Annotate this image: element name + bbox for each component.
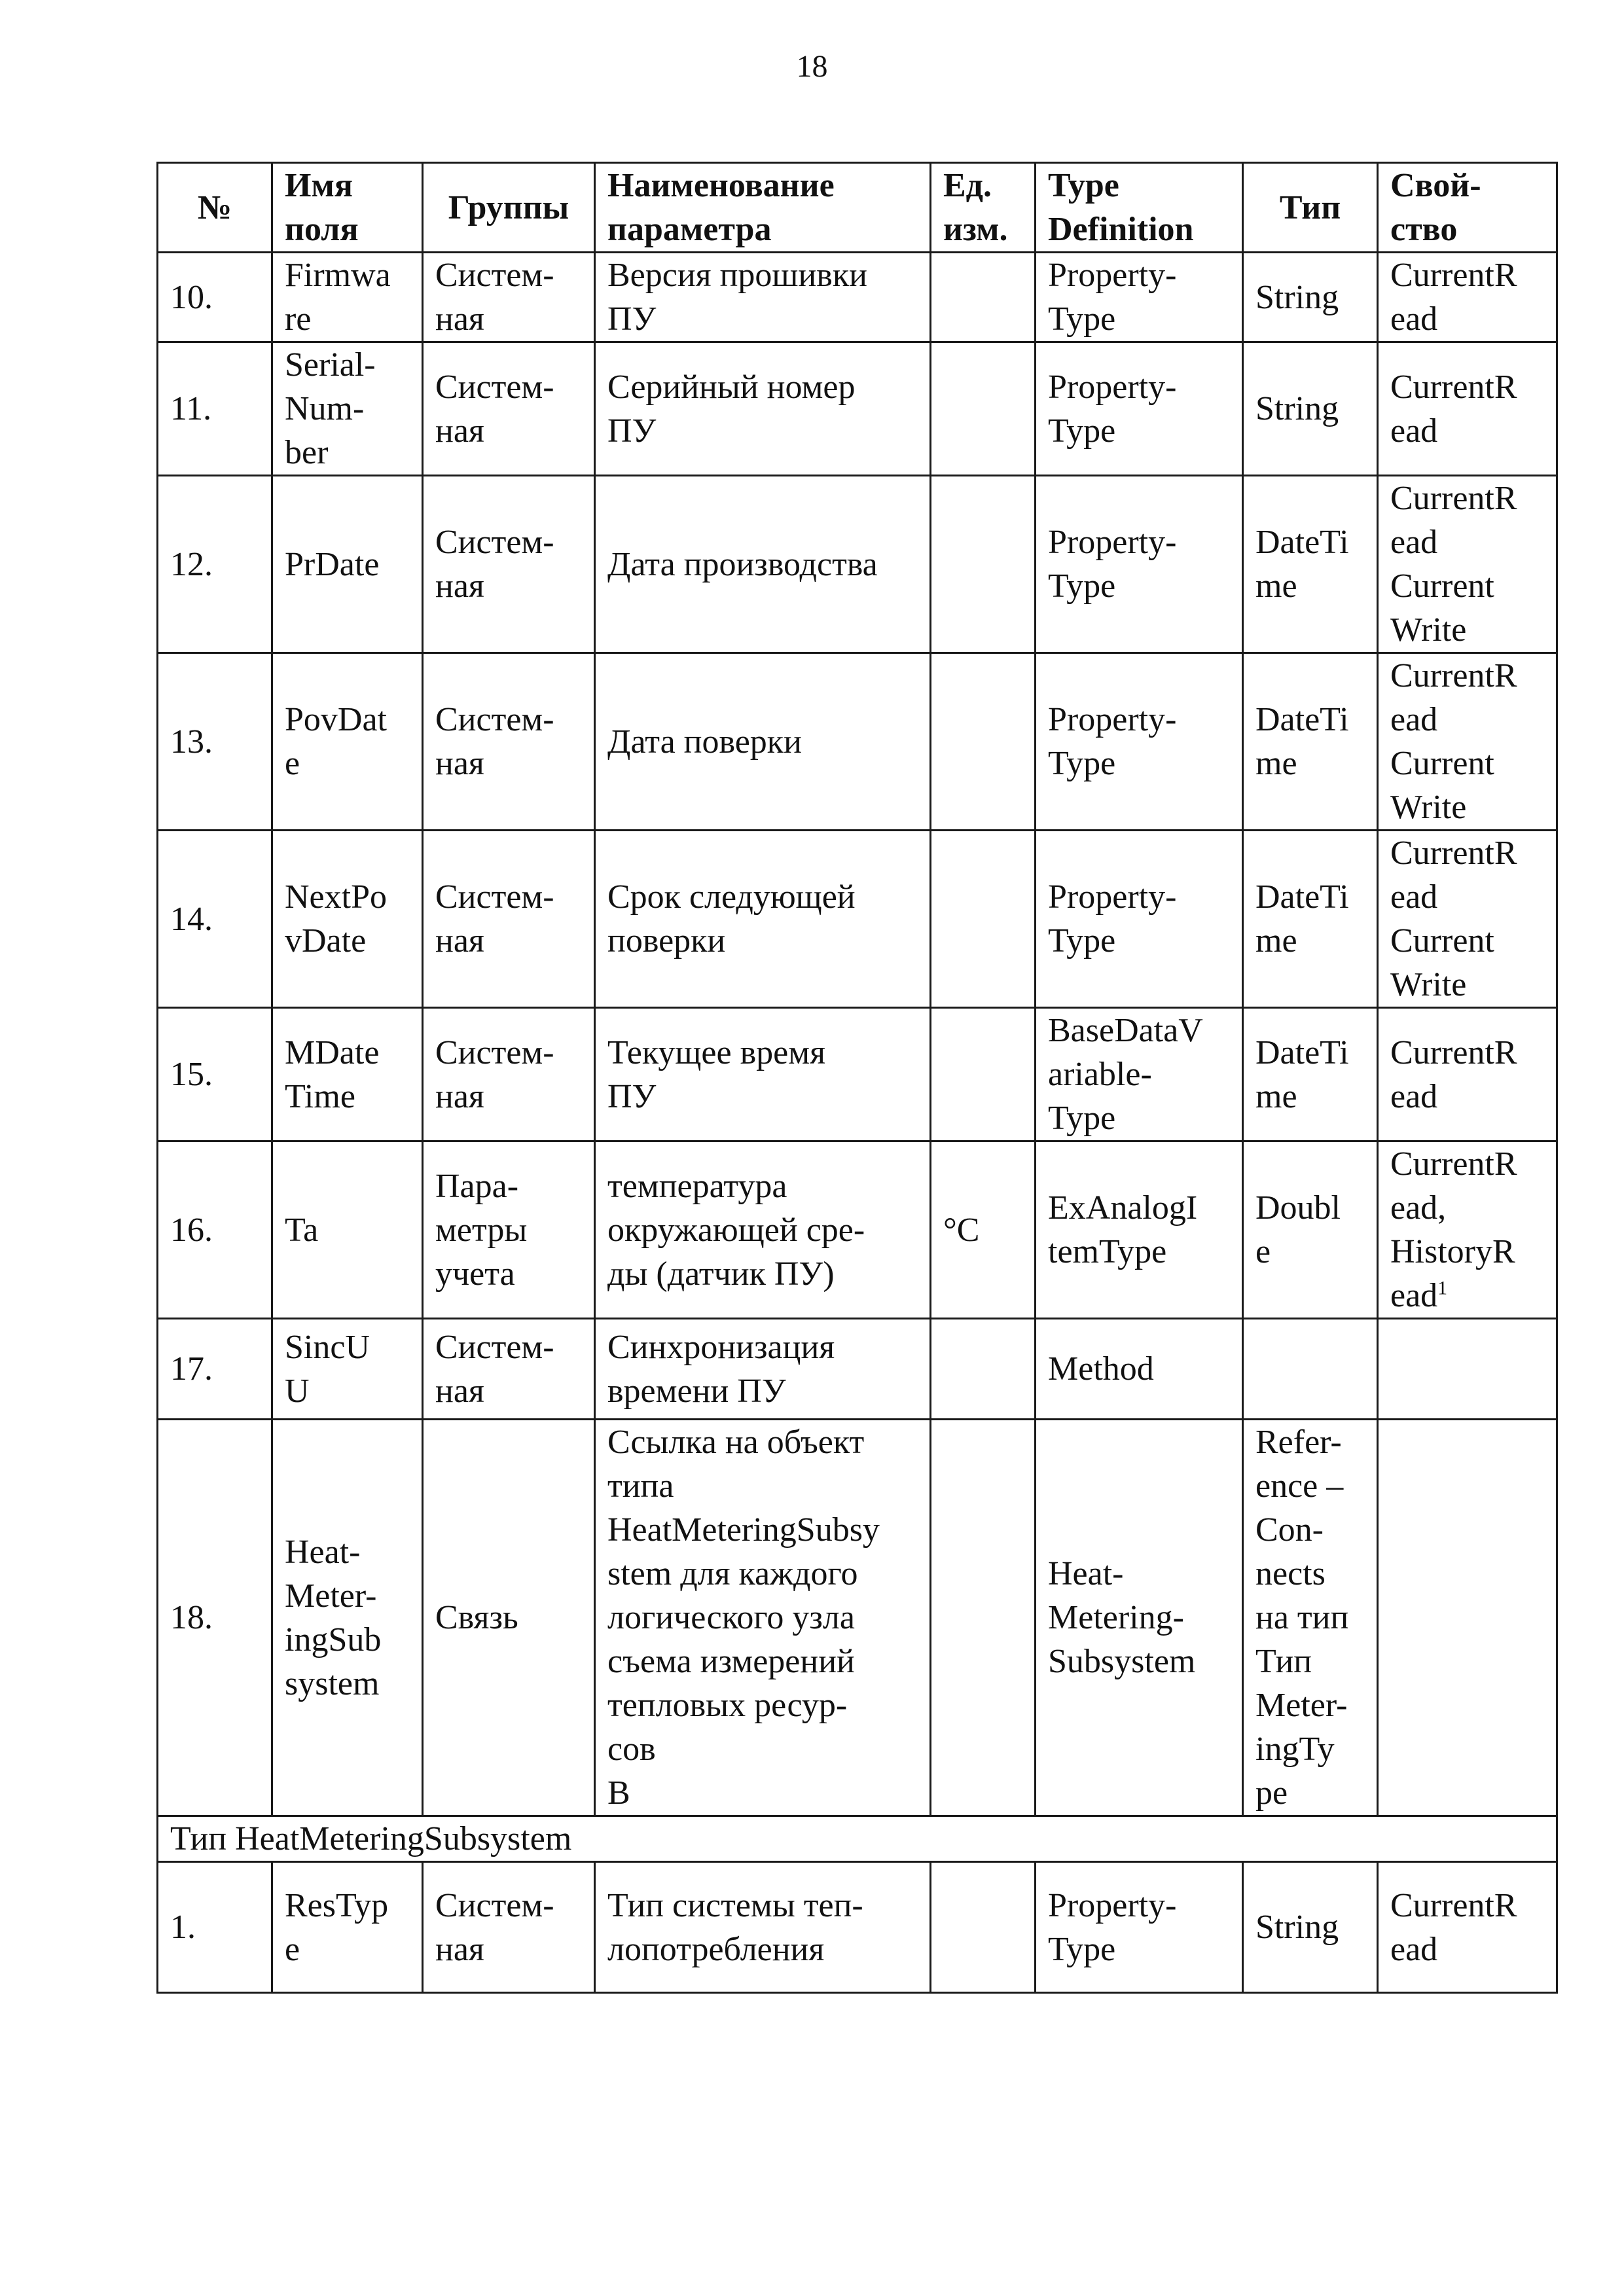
cell-group: Систем- ная	[423, 1319, 595, 1420]
cell-property: CurrentR ead	[1378, 342, 1557, 476]
header-param-name: Наименование параметра	[595, 163, 931, 253]
cell-type-definition: Property- Type	[1036, 476, 1243, 653]
table-row	[158, 1862, 1557, 1993]
cell-type-definition: Property- Type	[1036, 653, 1243, 831]
cell-param-name: Тип системы теп- лопотребления	[595, 1862, 931, 1993]
header-no: №	[158, 163, 272, 253]
cell-unit	[931, 476, 1036, 653]
cell-property: CurrentR ead	[1378, 1862, 1557, 1993]
cell-field-name: PrDate	[272, 476, 423, 653]
cell-no: 15.	[158, 1008, 272, 1141]
cell-no: 16.	[158, 1141, 272, 1319]
header-type-definition: Type Definition	[1036, 163, 1243, 253]
table-row	[158, 1008, 1557, 1141]
cell-no: 13.	[158, 653, 272, 831]
cell-field-name: MDate Time	[272, 1008, 423, 1141]
cell-field-name: Firmwa re	[272, 253, 423, 342]
section-title: Тип HeatMeteringSubsystem	[158, 1816, 1557, 1862]
cell-param-name: Дата поверки	[595, 653, 931, 831]
table-header-row	[158, 163, 1557, 253]
header-type: Тип	[1243, 163, 1378, 253]
header-property: Свой- ство	[1378, 163, 1557, 253]
cell-property	[1378, 1420, 1557, 1816]
cell-param-name: Ссылка на объект типа HeatMeteringSubsy stem для каждого логического узла съема измерений тепловых ресур- сов B	[595, 1420, 931, 1816]
cell-field-name: Serial- Num- ber	[272, 342, 423, 476]
cell-type-definition: Heat- Metering- Subsystem	[1036, 1420, 1243, 1816]
cell-type: DateTi me	[1243, 653, 1378, 831]
cell-param-name: Синхронизация времени ПУ	[595, 1319, 931, 1420]
table-row	[158, 1319, 1557, 1420]
cell-field-name: SincU U	[272, 1319, 423, 1420]
cell-field-name: NextPo vDate	[272, 831, 423, 1008]
cell-type: String	[1243, 342, 1378, 476]
table-row	[158, 831, 1557, 1008]
cell-property	[1378, 1319, 1557, 1420]
cell-unit	[931, 342, 1036, 476]
cell-unit	[931, 253, 1036, 342]
cell-property: CurrentR ead Current Write	[1378, 653, 1557, 831]
cell-field-name: Heat- Meter- ingSub system	[272, 1420, 423, 1816]
cell-param-name: температура окружающей сре- ды (датчик ПУ)	[595, 1141, 931, 1319]
table-row	[158, 1141, 1557, 1319]
section-row	[158, 1816, 1557, 1862]
cell-group: Связь	[423, 1420, 595, 1816]
cell-group: Систем- ная	[423, 1862, 595, 1993]
cell-no: 17.	[158, 1319, 272, 1420]
cell-type-definition: Property- Type	[1036, 831, 1243, 1008]
table-row	[158, 476, 1557, 653]
table-row	[158, 1420, 1557, 1816]
cell-unit	[931, 1420, 1036, 1816]
cell-property: CurrentR ead Current Write	[1378, 831, 1557, 1008]
cell-field-name: ResTyp e	[272, 1862, 423, 1993]
cell-param-name: Дата производства	[595, 476, 931, 653]
cell-no: 10.	[158, 253, 272, 342]
cell-field-name: Ta	[272, 1141, 423, 1319]
cell-param-name: Текущее время ПУ	[595, 1008, 931, 1141]
cell-param-name: Версия прошивки ПУ	[595, 253, 931, 342]
cell-param-name: Срок следующей поверки	[595, 831, 931, 1008]
parameters-table	[156, 162, 1558, 1994]
table-row	[158, 342, 1557, 476]
cell-type: Doubl e	[1243, 1141, 1378, 1319]
header-field-name: Имя поля	[272, 163, 423, 253]
cell-type-definition: Property- Type	[1036, 1862, 1243, 1993]
cell-group: Пара- метры учета	[423, 1141, 595, 1319]
cell-no: 18.	[158, 1420, 272, 1816]
cell-type	[1243, 1319, 1378, 1420]
cell-unit	[931, 1008, 1036, 1141]
cell-unit	[931, 831, 1036, 1008]
cell-no: 12.	[158, 476, 272, 653]
table-row	[158, 253, 1557, 342]
cell-type: String	[1243, 253, 1378, 342]
cell-no: 11.	[158, 342, 272, 476]
cell-group: Систем- ная	[423, 476, 595, 653]
page-number: 18	[796, 49, 828, 84]
footnote-marker: 1	[1437, 1277, 1448, 1299]
cell-unit: °C	[931, 1141, 1036, 1319]
cell-property: CurrentR ead Current Write	[1378, 476, 1557, 653]
cell-property: CurrentR ead, HistoryR ead$^1$	[1378, 1141, 1557, 1319]
cell-group: Систем- ная	[423, 1008, 595, 1141]
cell-group: Систем- ная	[423, 653, 595, 831]
cell-unit	[931, 1319, 1036, 1420]
cell-property: CurrentR ead	[1378, 1008, 1557, 1141]
cell-unit	[931, 1862, 1036, 1993]
cell-group: Систем- ная	[423, 831, 595, 1008]
cell-group: Систем- ная	[423, 342, 595, 476]
cell-type: Refer- ence – Con- nects на тип Тип Meter- ingTy pe	[1243, 1420, 1378, 1816]
header-unit: Ед. изм.	[931, 163, 1036, 253]
cell-type: DateTi me	[1243, 476, 1378, 653]
cell-no: 14.	[158, 831, 272, 1008]
cell-type: DateTi me	[1243, 1008, 1378, 1141]
cell-property: CurrentR ead	[1378, 253, 1557, 342]
cell-type-definition: ExAnalogI temType	[1036, 1141, 1243, 1319]
cell-no: 1.	[158, 1862, 272, 1993]
cell-type-definition: Method	[1036, 1319, 1243, 1420]
cell-type: DateTi me	[1243, 831, 1378, 1008]
cell-group: Систем- ная	[423, 253, 595, 342]
cell-type-definition: Property- Type	[1036, 342, 1243, 476]
table-row	[158, 653, 1557, 831]
cell-type-definition: Property- Type	[1036, 253, 1243, 342]
cell-param-name: Серийный номер ПУ	[595, 342, 931, 476]
header-groups: Группы	[423, 163, 595, 253]
cell-field-name: PovDat e	[272, 653, 423, 831]
cell-type: String	[1243, 1862, 1378, 1993]
cell-type-definition: BaseDataV ariable- Type	[1036, 1008, 1243, 1141]
cell-unit	[931, 653, 1036, 831]
